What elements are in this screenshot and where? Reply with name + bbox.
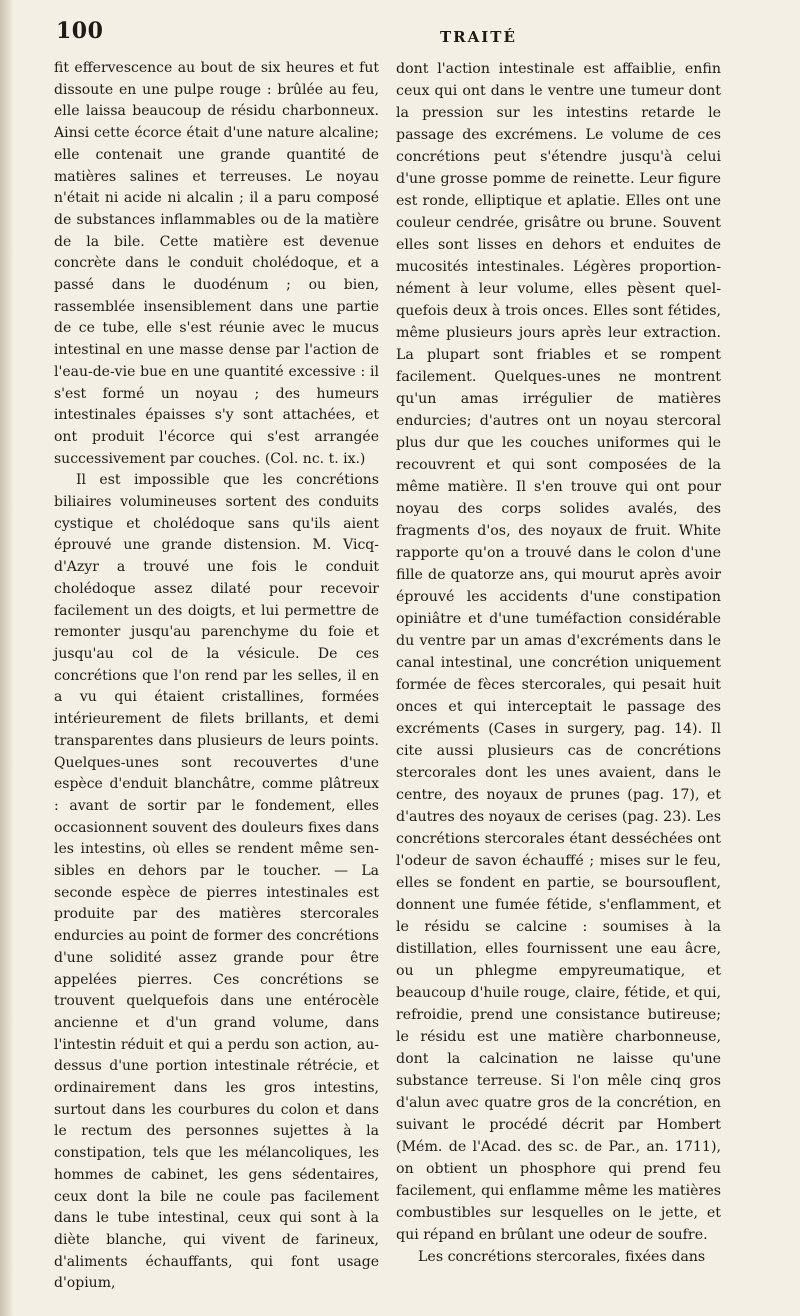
left-paragraph-2: Il est impossible que les concrétions biliaires volumineuses sortent des conduits cystique et cholédoque sans qu'ils aient éprouvé une grande distension. M. Vicq-d'Azyr a trouvé une fois le conduit cholédoque assez dilaté pour recevoir facilement un des doigts, et lui permettre de remonter jusqu'au parenchyme du foie et jusqu'au col de la vésicule. De ces concrétions que l'on rend par les selles, il en a vu qui étaient cristallines, formées intérieurement de filets brillants, et demi transparentes dans plusieurs de leurs points. Quelques-unes sont recouvertes d'une espèce d'enduit blanchâtre, comme plâtreux : avant de sortir par le fondement, elles occasionnent souvent des douleurs fixes dans les intestins, où elles se rendent même sensibles en dehors par le toucher. — La seconde espèce de pierres intestinales est produite par des matières stercorales endurcies au point de former des concrétions d'une solidité assez grande pour être appelées pierres. Ces concrétions se trouvent quelquefois dans une entérocèle ancienne et d'un grand volume, dans l'intestin réduit et qui a perdu son action, au-dessus d'une portion intestinale rétrécie, et ordinairement dans les gros intestins, surtout dans les courbures du colon et dans le rectum des personnes sujettes à la constipation, tels que les mélancoliques, les hommes de cabinet, les gens sédentaires, ceux dont la bile ne coule pas facilement dans le tube intestinal, ceux qui sont à la diète blanche, qui vivent de farineux, d'aliments échauffants, qui font usage d'opium, bbox=[54, 472, 379, 1292]
left-paragraph-1: fit effervescence au bout de six heures et fut dissoute en une pulpe rouge : brûlée au feu, elle laissa beaucoup de résidu charbonneux. Ainsi cette écorce était d'une nature alcaline; elle contenait une grande quantité de matières salines et terreuses. Le noyau n'était ni acide ni alcalin ; il a paru composé de substances inflammables ou de la matière de la bile. Cette matière est devenue concrète dans le conduit cholédoque, et a passé dans le duodénum ; ou bien, rassemblée insensiblement dans une partie de ce tube, elle s'est réunie avec le mucus intestinal en une masse dense par l'action de l'eau-de-vie bue en une quantité excessive : il s'est formé un noyau ; des humeurs intestinales épaisses s'y sont attachées, et ont produit l'écorce qui s'est arrangée successivement par couches. (Col. nc. t. ix.) bbox=[54, 60, 379, 467]
right-paragraph-2: Les concrétions stercorales, fixées dans bbox=[418, 1249, 706, 1265]
binding-shadow bbox=[0, 0, 14, 1316]
right-paragraph-1: dont l'action intestinale est affaiblie, enfin ceux qui ont dans le ventre une tumeur dont la pression sur les intestins retarde le passage des excrémens. Le volume de ces concrétions peut s'étendre jusqu'à celui d'une grosse pomme de reinette. Leur figure est ronde, elliptique et aplatie. Elles ont une couleur cendrée, grisâtre ou brune. Souvent elles sont lisses en dehors et enduites de mucosités intestinales. Légères proportionnément à leur volume, elles pèsent quelquefois deux à trois onces. Elles sont fétides, même plusieurs jours après leur extraction. La plupart sont friables et se rompent facilement. Quelques-unes ne montrent qu'un amas irrégulier de matières endurcies; d'autres ont un noyau stercoral plus dur que les couches uniformes qui le recouvrent et qui sont composées de la même matière. Il s'en trouve qui ont pour noyau des corps solides avalés, des fragments d'os, des noyaux de fruit. White rapporte qu'on a trouvé dans le colon d'une fille de quatorze ans, qui mourut après avoir éprouvé les accidents d'une constipation opiniâtre et d'une tuméfaction considérable du ventre par un amas d'excréments dans le canal intestinal, une concrétion uniquement formée de fèces stercorales, qui pesait huit onces et qui interceptait le passage des excréments (Cases in surgery, pag. 14). Il cite aussi plusieurs cas de concrétions stercorales dont les unes avaient, dans le centre, des noyaux de prunes (pag. 17), et d'autres des noyaux de cerises (pag. 23). Les concrétions stercorales étant desséchées ont l'odeur de savon échauffé ; mises sur le feu, elles se fondent en partie, se boursouflent, donnent une fumée fétide, s'enflamment, et le résidu se calcine : soumises à la distillation, elles fournissent une eau âcre, ou un phlegme empyreumatique, et beaucoup d'huile rouge, claire, fétide, et qui, refroidie, prend une consistance butireuse; le résidu est une matière charbonneuse, dont la calcination ne laisse qu'une substance terreuse. Si l'on mêle cinq gros d'alun avec quatre gros de la concrétion, en suivant le procédé décrit par Hombert (Mém. de l'Acad. des sc. de Par., an. 1711), on obtient un phosphore qui prend feu facilement, qui enflamme même les matières combustibles sur lesquelles on le jette, et qui répand en brûlant une odeur de soufre. bbox=[396, 61, 721, 1243]
page-number: 100 bbox=[56, 18, 104, 44]
right-column bbox=[396, 58, 721, 1268]
left-column bbox=[54, 58, 379, 1295]
running-title: TRAITÉ bbox=[440, 28, 517, 46]
